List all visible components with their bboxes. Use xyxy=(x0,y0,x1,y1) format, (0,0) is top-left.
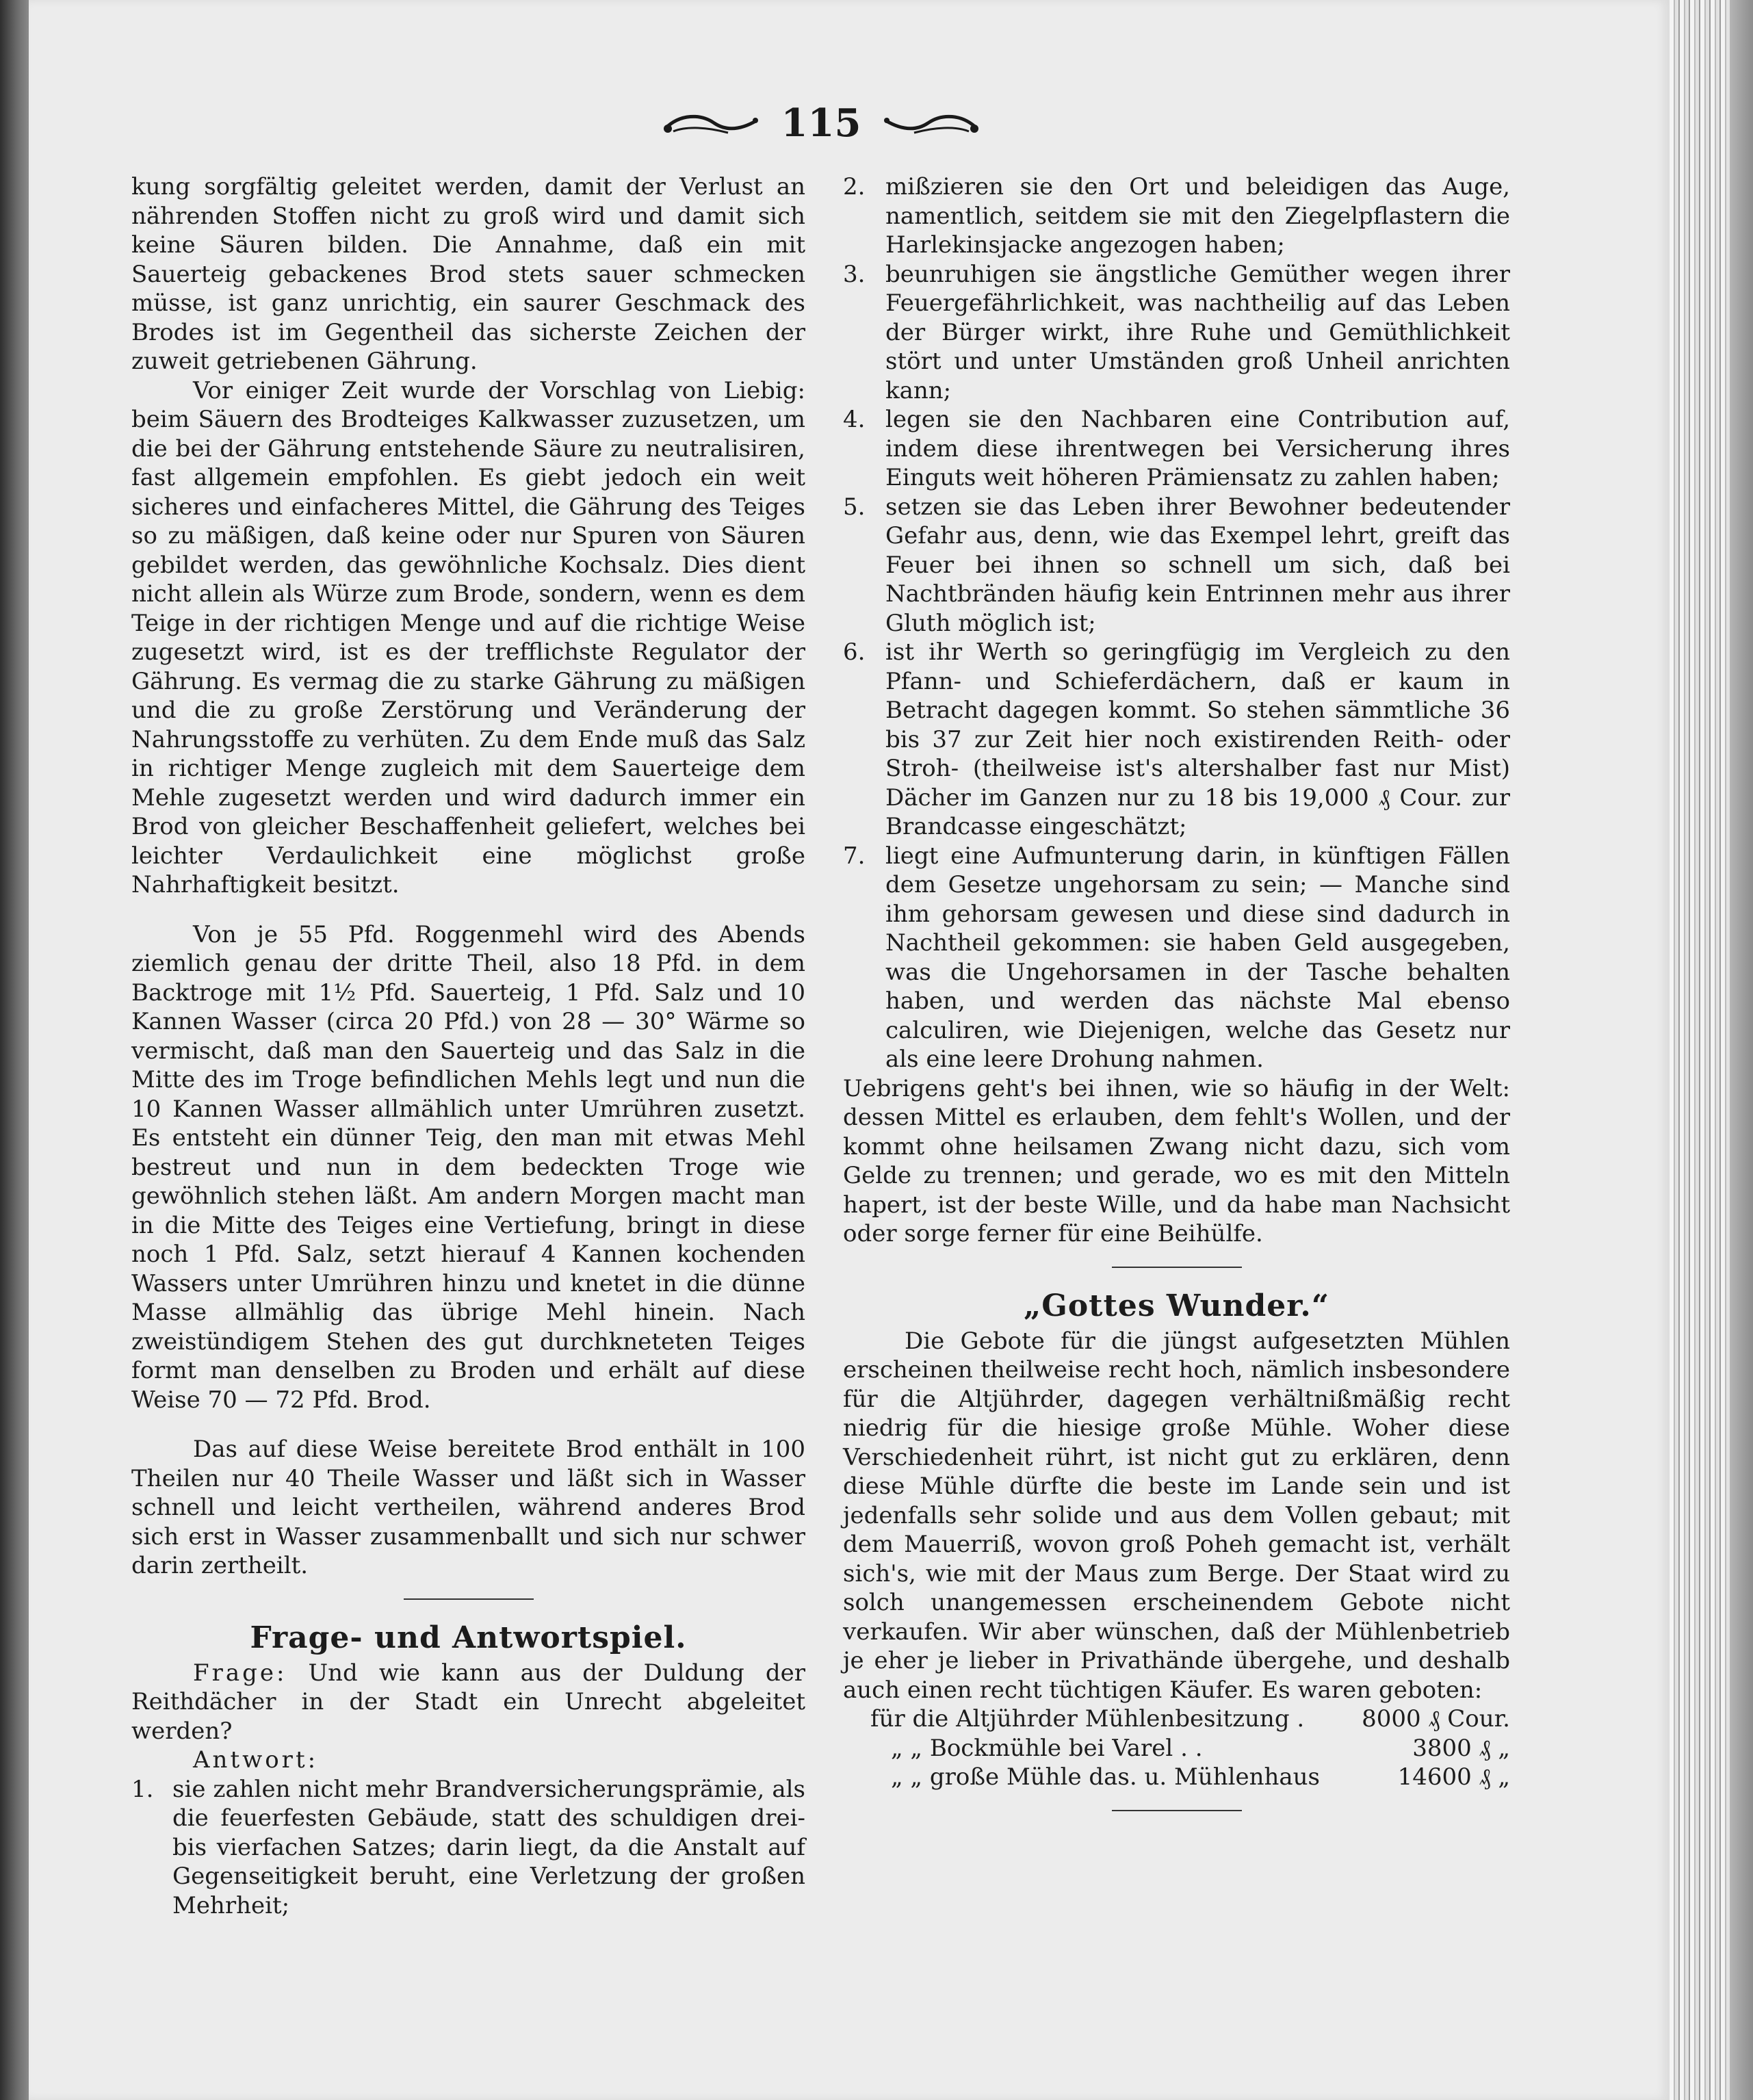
list-item-text: setzen sie das Leben ihrer Bewohner bedeutender Gefahr aus, denn, wie das Exempel lehrt, greift das Feuer bei ihnen so schnell um sich, daß bei Nachtbränden häufig kein Entrinnen mehr aus ihrer Gluth möglich ist; xyxy=(885,493,1510,637)
list-item-number: 7. xyxy=(843,842,866,870)
list-item-number: 2. xyxy=(843,173,866,200)
question-label: Frage: xyxy=(193,1659,287,1687)
end-divider xyxy=(1112,1810,1242,1811)
section-divider xyxy=(404,1598,534,1600)
list-item-number: 4. xyxy=(843,406,866,433)
left-column xyxy=(131,172,805,1920)
list-item xyxy=(131,1775,805,1921)
list-item-text: mißzieren sie den Ort und beleidigen das Auge, namentlich, seitdem sie mit den Ziegelpflastern die Harlekinsjacke angezogen haben; xyxy=(885,173,1510,259)
answer-label: Antwort: xyxy=(193,1746,319,1774)
list-item-number: 3. xyxy=(843,260,866,288)
binding-shadow xyxy=(0,0,29,2100)
section-divider xyxy=(1112,1267,1242,1268)
list-item-text: legen sie den Nachbaren eine Contribution auf, indem diese ihrentwegen bei Versicherung ihres Einguts weit höheren Prämiensatz zu zahlen haben; xyxy=(885,406,1510,491)
left-ornament-icon xyxy=(660,108,762,138)
paragraph-bread-intro: kung sorgfältig geleitet werden, damit der Verlust an nährenden Stoffen nicht zu groß wird und damit sich keine Säuren bilden. Die Annahme, daß ein mit Sauerteig gebackenes Brod stets sauer schmecken müsse, ist ganz unrichtig, ein saurer Geschmack des Brodes ist im Gegentheil das sicherste Zeichen der zuweit getriebenen Gährung. xyxy=(131,173,805,375)
bid-amount: 3800 ₰ „ xyxy=(1412,1734,1510,1762)
list-item-text: sie zahlen nicht mehr Brandversicherungsprämie, als die feuerfesten Gebäude, statt des schuldigen drei- bis vierfachen Satzes; darin liegt, da die Anstalt auf Gegenseitigkeit beruht, eine Verletzung der großen Mehrheit; xyxy=(172,1775,805,1919)
list-item xyxy=(843,260,1510,406)
list-item xyxy=(843,493,1510,638)
list-item xyxy=(843,172,1510,260)
list-item-number: 6. xyxy=(843,638,866,666)
paragraph-liebig: Vor einiger Zeit wurde der Vorschlag von Liebig: beim Säuern des Brodteiges Kalkwasser zuzusetzen, um die bei der Gährung entstehende Säure zu neutralisiren, fast allgemein empfohlen. Es giebt jedoch ein weit sicheres und einfacheres Mittel, die Gährung des Teiges so zu mäßigen, daß keine oder nur Spuren von Säuren gebildet werden, das gewöhnliche Kochsalz. Dies dient nicht allein als Würze zum Brode, sondern, wenn es dem Teige in der richtigen Menge und auf die richtige Weise zugesetzt wird, ist es der trefflichste Regulator der Gährung. Es vermag die zu starke Gährung zu mäßigen und die zu große Zerstörung und Veränderung der Nahrungsstoffe zu verhüten. Zu dem Ende muß das Salz in richtiger Menge zugleich mit dem Sauerteige dem Mehle zugesetzt werden und wird dadurch immer ein Brod von gleicher Beschaffenheit geliefert, welches bei leichter Verdaulichkeit eine möglichst große Nahrhaftigkeit besitzt. xyxy=(131,376,805,898)
list-item xyxy=(843,842,1510,1074)
page-header xyxy=(650,96,992,151)
list-item-number: 5. xyxy=(843,493,866,521)
paragraph-mills: Die Gebote für die jüngst aufgesetzten Mühlen erscheinen theilweise recht hoch, nämlich insbesondere für die Altjührder, dagegen verhältnißmäßig recht niedrig für die hiesige große Mühle. Woher diese Verschiedenheit rührt, ist nicht gut zu erklären, denn diese Mühle dürfte die beste im Lande sein und ist jedenfalls sehr solide und aus dem Vollen gebaut; mit dem Mauerriß, wovon groß Poheh gemacht ist, verhält sich's, wie mit der Maus zum Berge. Der Staat wird zu solch unangemessen erscheinendem Gebote nicht verkaufen. Wir aber wünschen, daß der Mühlenbetrieb je eher je lieber in Privathände übergehe, und deshalb auch einen recht tüchtigen Käufer. Es waren geboten: xyxy=(843,1327,1510,1704)
question xyxy=(131,1659,805,1746)
bid-amount: 8000 ₰ Cour. xyxy=(1362,1705,1510,1733)
heading-gottes-wunder: „Gottes Wunder.“ xyxy=(1023,1288,1330,1323)
list-item xyxy=(843,405,1510,493)
page-number: 115 xyxy=(781,101,861,146)
question-text: Und wie kann aus der Duldung der Reithdächer in der Stadt ein Unrecht abgeleitet werden? xyxy=(131,1659,805,1745)
right-ornament-icon xyxy=(880,108,983,138)
list-item-text: liegt eine Aufmunterung darin, in künftigen Fällen dem Gesetze ungehorsam zu sein; — Manche sind ihm gehorsam gewesen und diese sind dadurch in Nachtheil gekommen: sie haben Geld ausgegeben, was die Ungehorsamen in der Tasche behalten haben, und werden das nächste Mal ebenso calculiren, wie Diejenigen, welche das Gesetz nur als eine leere Drohung nahmen. xyxy=(885,842,1510,1073)
heading-qa: Frage- und Antwortspiel. xyxy=(250,1620,687,1655)
page-stack-shade xyxy=(1730,0,1753,2100)
right-column xyxy=(843,172,1510,1829)
paragraph-bread-result: Das auf diese Weise bereitete Brod enthält in 100 Theilen nur 40 Theile Wasser und läßt sich in Wasser schnell und leicht vertheilen, während anderes Brod sich erst in Wasser zusammenballt und sich nur schwer darin zertheilt. xyxy=(131,1436,805,1579)
paragraph-closing: Uebrigens geht's bei ihnen, wie so häufig in der Welt: dessen Mittel es erlauben, dem fehlt's Wollen, und der kommt ohne heilsamen Zwang nicht dazu, sich vom Gelde zu trennen; und gerade, wo es mit den Mitteln hapert, ist der beste Wille, und da habe man Nachsicht oder sorge ferner für eine Beihülfe. xyxy=(843,1074,1510,1247)
bid-amount: 14600 ₰ „ xyxy=(1397,1763,1510,1791)
bid-description: für die Altjührder Mühlenbesitzung . xyxy=(870,1705,1305,1733)
list-item-number: 1. xyxy=(131,1775,154,1803)
bid-description: „ „ Bockmühle bei Varel . . xyxy=(891,1734,1203,1762)
bid-row xyxy=(843,1734,1510,1763)
list-item-text: ist ihr Werth so geringfügig im Vergleich zu den Pfann- und Schieferdächern, daß er kaum in Betracht dagegen kommt. So stehen sämmtliche 36 bis 37 zur Zeit hier noch existirenden Reith- oder Stroh- (theilweise ist's altershalber fast nur Mist) Dächer im Ganzen nur zu 18 bis 19,000 ₰ Cour. zur Brandcasse eingeschätzt; xyxy=(885,638,1510,840)
bid-row xyxy=(843,1704,1510,1734)
list-item xyxy=(843,638,1510,842)
bid-row xyxy=(843,1763,1510,1792)
list-item-text: beunruhigen sie ängstliche Gemüther wegen ihrer Feuergefährlichkeit, was nachtheilig auf das Leben der Bürger wirkt, ihre Ruhe und Gemüthlichkeit stört und unter Umständen groß Unheil anrichten kann; xyxy=(885,260,1510,404)
bid-description: „ „ große Mühle das. u. Mühlenhaus xyxy=(891,1763,1321,1791)
paragraph-recipe: Von je 55 Pfd. Roggenmehl wird des Abends ziemlich genau der dritte Theil, also 18 Pfd. in dem Backtroge mit 1½ Pfd. Sauerteig, 1 Pfd. Salz und 10 Kannen Wasser (circa 20 Pfd.) von 28 — 30° Wärme so vermischt, daß man den Sauerteig und das Salz in die Mitte des im Troge befindlichen Mehls legt und nun die 10 Kannen Wasser allmählich unter Umrühren zusetzt. Es entsteht ein dünner Teig, den man mit etwas Mehl bestreut und nun in dem bedeckten Troge wie gewöhnlich stehen läßt. Am andern Morgen macht man in die Mitte des Teiges eine Vertiefung, bringt in diese noch 1 Pfd. Salz, setzt hierauf 4 Kannen kochenden Wassers unter Umrühren hinzu und knetet in die dünne Masse allmählig das übrige Mehl hinein. Nach zweistündigem Stehen des gut durchkneteten Teiges formt man denselben zu Broden und erhält auf diese Weise 70 — 72 Pfd. Brod. xyxy=(131,920,805,1414)
